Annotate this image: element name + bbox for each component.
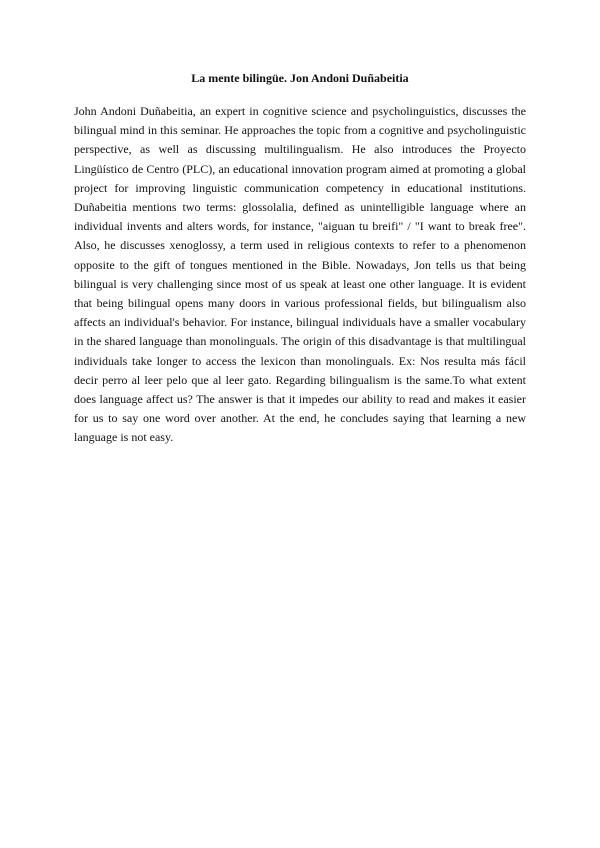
document-title: La mente bilingüe. Jon Andoni Duñabeitia (191, 71, 409, 85)
document-body-paragraph: John Andoni Duñabeitia, an expert in cognitive science and psycholinguistics, discusses the bilingual mind in this seminar. He approaches the topic from a cognitive and psycholinguistic perspective, as well as discussing multilingualism. He also introduces the Proyecto Lingüístico de Centro (PLC), an educational innovation program aimed at promoting a global project for improving linguistic communication competency in educational institutions. Duñabeitia mentions two terms: glossolalia, defined as unintelligible language where an individual invents and alters words, for instance, "aiguan tu breifi" / "I want to break free". Also, he discusses xenoglossy, a term used in religious contexts to refer to a phenomenon opposite to the gift of tongues mentioned in the Bible. Nowadays, Jon tells us that being bilingual is very challenging since most of us speak at least one other language. It is evident that being bilingual opens many doors in various professional fields, but bilingualism also affects an individual's behavior. For instance, bilingual individuals have a smaller vocabulary in the shared language than monolinguals. The origin of this disadvantage is that multilingual individuals take longer to access the lexicon than monolinguals. Ex: Nos resulta más fácil decir perro al leer pelo que al leer gato. Regarding bilingualism is the same.To what extent does language affect us? The answer is that it impedes our ability to read and makes it easier for us to say one word over another. At the end, he concludes saying that learning a new language is not easy. (74, 104, 526, 445)
